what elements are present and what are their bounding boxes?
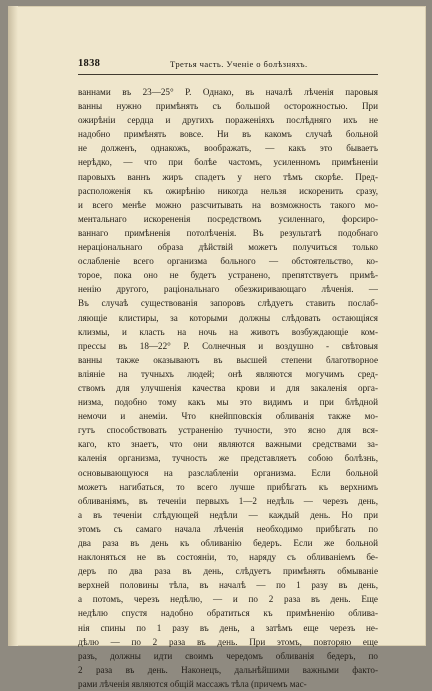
text-line: Въ случаѣ существованiя запоровъ слѣдуетъ ставить послаб- [78,298,378,309]
page-header [78,58,378,72]
text-line: нерѣдко, — что при болѣе частомъ, усиленномъ примѣненiи [78,157,378,168]
header-rule [78,74,378,75]
text-line: можетъ нагибаться, то всего лучше прибѣгать къ верхнимъ [78,481,378,492]
text-line: нiя спины по 1 разу въ день, а затѣмъ еще черезъ не- [78,622,378,633]
page-spine-shadow [8,6,18,646]
text-line: и всего менѣе можно разсчитывать на возможность такого мо- [78,199,378,210]
text-line: ванны также оказываютъ въ высшей степени благотворное [78,354,378,365]
body-text [78,85,378,691]
book-page [8,6,426,689]
text-line: нерацiональнаго образа дѣйствiй можетъ получиться только [78,242,378,253]
text-line: ляющiе клистиры, за которыми должны слѣдовать остающiяся [78,312,378,323]
text-line: верхней половины тѣла, въ началѣ — по 1 разу въ день, [78,580,378,591]
text-line: ненiю другого, рацiональнаго обезжиривающаго лѣченiя. — [78,284,378,295]
text-line: деръ по два раза въ день, слѣдуетъ примѣнять обмыванiе [78,566,378,577]
text-line: обливанiямъ, въ теченiи первыхъ 1—2 недѣль — черезъ день, [78,495,378,506]
text-line: ваннами въ 23—25° Р. Однако, въ началѣ лѣченiя паровыя [78,87,378,97]
text-line: ваннаго примѣненiя потолѣченiя. Въ результатѣ подобнаго [78,227,378,238]
text-line: рами лѣченiя являются общiй массажъ тѣла (причемъ мас- [78,678,307,689]
text-line: этомъ съ самаго начала лѣченiя необходимо прибѣгать по [78,523,378,534]
text-line: надобно примѣнять вовсе. Ни въ какомъ случаѣ больной [78,129,378,140]
text-line: расположенiя къ ожирѣнiю никогда нельзя искоренить сразу, [78,185,378,196]
text-line: недѣлю спустя надобно обратиться къ примѣненiю облива- [78,608,378,619]
text-line: торое, пока оно не будетъ устранено, препятствуетъ примѣ- [78,270,378,281]
text-line: гутъ способствовать устраненiю тучности, это ясно для вся- [78,425,378,436]
text-line: не долженъ, однакожъ, воображать, — какъ это бываетъ [78,143,378,154]
text-line: клизмы, и класть на ночь на животъ возбуждающiе ком- [78,326,378,337]
text-line: паровыхъ ваннъ жиръ спадетъ у него тѣмъ скорѣе. Пред- [78,171,378,182]
text-line: два раза въ день къ обливанiю бедеръ. Если же больной [78,538,378,548]
text-line: а потомъ, черезъ недѣлю, — и по 2 раза въ день. Еще [78,594,378,605]
text-line: ментальнаго искорененiя посредствомъ усиленнаго, форсиро- [78,213,378,224]
text-line: дѣлю — по 2 раза въ день. При этомъ, повторяю еще [78,636,378,647]
text-line: ожирѣнiи сердца и другихъ пораженiяхъ послѣдняго ихъ не [78,115,378,126]
text-line: 2 раза въ день. Наконецъ, дальнѣйшими важными факто- [78,664,378,675]
text-line: а въ теченiи слѣдующей недѣли — каждый день. Но при [78,509,378,520]
page-number: 1838 [78,58,101,69]
text-line: разъ, должны идти своимъ чередомъ обливанiя бедеръ, по [78,650,378,661]
text-line: ствомъ для улучшенiя качества крови и для закаленiя орга- [78,382,378,393]
text-line: ванны нужно примѣнять съ большой осторожностью. При [78,101,378,112]
running-title: Третья часть. Ученiе о болѣзняхъ. [170,59,308,69]
text-line: наклоняться не въ состоянiи, то, наряду съ обливанiемъ бе- [78,552,378,563]
text-line: прессы въ 18—22° Р. Солнечныя и воздушно - свѣтовыя [78,340,378,351]
text-line: ослабленiе всего организма больного — обстоятельство, ко- [78,256,378,267]
text-line: каленiя организма, тучность же представляетъ собою болѣзнь, [78,453,378,464]
text-line: основывающуюся на разслабленiи организма. Если больной [78,467,378,478]
text-line: немочи и анемiи. Что кнейпповскiя обливанiя также мо- [78,411,378,422]
text-line: влiянiе на тучныхъ людей; онѣ являются могучимъ сред- [78,368,378,379]
text-line: низма, подобно тому какъ мы это видимъ и при блѣдной [78,397,378,408]
text-line: каго, кто знаетъ, что они являются важными средствами за- [78,439,378,450]
